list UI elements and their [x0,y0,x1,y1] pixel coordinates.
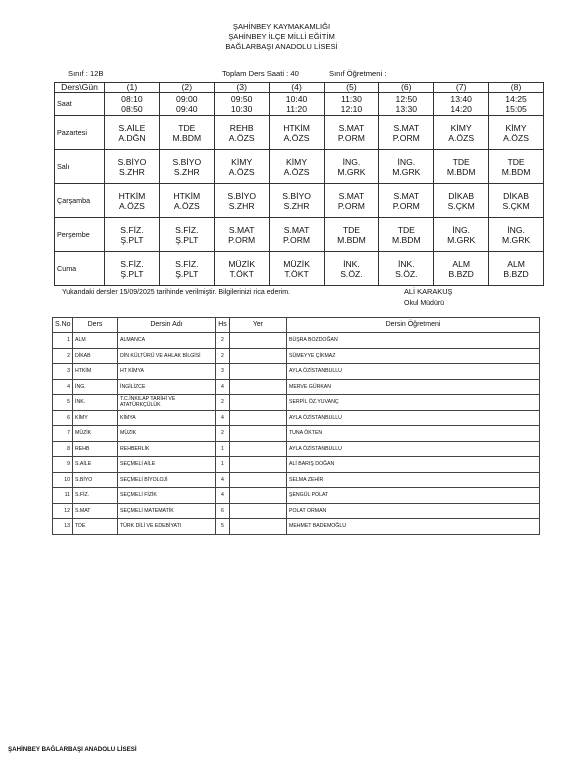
lesson-row [53,379,540,395]
period-number: (8) [489,83,544,93]
lesson-code: S.MAT [393,190,420,201]
lesson-code: S.MAT [393,122,420,133]
corner-ders-gun: Ders\Gün [55,83,105,93]
period-end-time: 15:05 [505,104,527,114]
lesson-code: REHB [73,441,118,457]
lesson-code: TDE [452,156,470,167]
period-time [159,93,214,116]
lesson-room [230,472,287,488]
day-name: Perşembe [55,218,105,252]
lesson-cell [324,116,379,150]
lesson-row [53,348,540,364]
lesson-code: TDE [178,122,196,133]
period-time [269,93,324,116]
day-name: Salı [55,150,105,184]
lesson-sno: 11 [53,488,73,504]
lesson-hours: 5 [216,519,230,535]
period-end-time: 12:10 [340,104,363,114]
lesson-cell [159,184,214,218]
lesson-code: İNK. [397,258,415,269]
day-row [55,184,544,218]
lesson-teacher: A.DĞN [118,132,146,143]
period-end-time: 08:50 [121,104,143,114]
lesson-cell [379,252,434,286]
lesson-sno: 12 [53,503,73,519]
lesson-hours: 4 [216,488,230,504]
col-header-yer: Yer [230,318,287,333]
period-time [489,93,544,116]
lesson-teacher: Ş.PLT [120,234,144,245]
lesson-code: S.AİLE [73,457,118,473]
lesson-code: S.BİYO [282,190,311,201]
lesson-room [230,488,287,504]
lesson-code: TDE [73,519,118,535]
lesson-teacher: S.ÖZ. [395,268,418,279]
lesson-code: HTKİM [73,364,118,380]
lesson-cell [214,150,269,184]
lesson-sno: 8 [53,441,73,457]
lesson-code: İNK. [343,258,360,269]
lesson-code: İNG. [342,156,361,167]
lesson-cell [379,116,434,150]
lesson-row [53,457,540,473]
lesson-teacher: A.ÖZS [448,132,475,143]
period-start-time: 14:25 [505,94,527,104]
lesson-cell [489,116,544,150]
period-number: (7) [434,83,489,93]
lesson-name: KİMYA [118,410,216,426]
lesson-code: HTKİM [118,190,146,201]
lesson-hours: 2 [216,333,230,349]
lesson-room [230,348,287,364]
lesson-cell [434,184,489,218]
lesson-teacher: Ş.PLT [175,234,199,245]
lesson-teacher: P.ORM [228,234,256,245]
lesson-hours: 3 [216,364,230,380]
principal-title: Okul Müdürü [404,300,445,307]
lesson-teacher: M.BDM [391,234,421,245]
lesson-room [230,426,287,442]
lesson-hours: 1 [216,457,230,473]
lesson-sno: 13 [53,519,73,535]
lesson-code: TDE [507,156,525,167]
lesson-cell [434,252,489,286]
lesson-cell [379,218,434,252]
lesson-code: S.MAT [73,503,118,519]
lessons-table [52,317,540,535]
lesson-teacher: M.BDM [446,166,476,177]
lesson-code: HTKİM [173,190,201,201]
lesson-teacher-name: MEHMET BADEMOĞLU [287,519,540,535]
lesson-code: S.FİZ. [120,224,144,235]
lesson-code: MÜZİK [228,258,256,269]
lesson-row [53,472,540,488]
lesson-teacher-name: TUNA ÖKTEN [287,426,540,442]
lesson-code: İNG. [452,224,471,235]
lesson-code: DİKAB [73,348,118,364]
lesson-room [230,503,287,519]
lesson-hours: 6 [216,503,230,519]
day-name: Cuma [55,252,105,286]
lesson-name: DİN KÜLTÜRÜ VE AHLAK BİLGİSİ [118,348,216,364]
lesson-teacher: M.GRK [447,234,476,245]
lesson-teacher-name: MERVE GÜRKAN [287,379,540,395]
lesson-teacher-name: ALİ BARIŞ DOĞAN [287,457,540,473]
day-name: Pazartesi [55,116,105,150]
lesson-hours: 1 [216,441,230,457]
lesson-teacher-name: SÜMEYYE ÇİKMAZ [287,348,540,364]
class-teacher-label: Sınıf Öğretmeni : [329,69,387,78]
lesson-room [230,395,287,411]
lesson-teacher: A.ÖZS [283,166,310,177]
lesson-hours: 2 [216,426,230,442]
period-number: (6) [379,83,434,93]
lesson-code: İNG. [397,156,416,167]
lesson-cell [324,218,379,252]
lesson-code: TDE [397,224,415,235]
col-header-ogretmen: Dersin Öğretmeni [287,318,540,333]
lesson-teacher: A.ÖZS [173,200,200,211]
period-number: (3) [214,83,269,93]
lesson-teacher: S.ZHR [228,200,255,211]
lesson-code: İNG. [507,224,525,235]
lesson-teacher: A.ÖZS [119,200,145,211]
lesson-teacher: M.BDM [337,234,366,245]
lesson-code: KİMY [286,156,308,167]
lesson-cell [105,184,160,218]
lesson-code: KİMY [231,156,253,167]
lesson-code: HTKİM [283,122,310,133]
col-header-hs: Hs [216,318,230,333]
lesson-teacher: P.ORM [283,234,311,245]
lesson-sno: 4 [53,379,73,395]
period-end-time: 09:40 [176,104,198,114]
class-label: Sınıf : 12B [68,69,104,78]
lesson-code: S.FİZ. [175,258,199,269]
lesson-row [53,333,540,349]
lesson-teacher: S.ZHR [283,200,310,211]
period-number-row [55,83,544,93]
lesson-cell [379,150,434,184]
lesson-code: S.BİYO [117,156,147,167]
period-start-time: 09:00 [176,94,198,104]
lesson-code: REHB [229,122,254,133]
lesson-cell [434,218,489,252]
lesson-code: İNK. [73,395,118,411]
lesson-cell [159,116,214,150]
lesson-teacher: B.BZD [448,268,474,279]
col-header-ders: Ders [73,318,118,333]
lesson-name: MÜZİK [118,426,216,442]
lesson-room [230,364,287,380]
period-number: (4) [269,83,324,93]
lesson-code: S.MAT [338,122,365,133]
period-time [105,93,160,116]
lesson-code: S.MAT [338,190,365,201]
period-time [379,93,434,116]
lesson-code: İNG. [73,379,118,395]
lesson-code: S.MAT [283,224,310,235]
period-end-time: 13:30 [395,104,418,114]
lesson-row [53,426,540,442]
period-end-time: 10:30 [230,104,253,114]
lesson-sno: 3 [53,364,73,380]
period-number: (2) [159,83,214,93]
lesson-code: S.BİYO [73,472,118,488]
lesson-code: S.MAT [228,224,255,235]
lesson-sno: 5 [53,395,73,411]
lesson-code: S.FİZ. [73,488,118,504]
lesson-cell [489,252,544,286]
period-end-time: 11:20 [286,104,307,114]
lesson-teacher-name: AYLA ÖZİSTANBULLU [287,441,540,457]
lesson-code: DİKAB [448,190,475,201]
lesson-code: KİMY [450,122,472,133]
weekly-schedule-table [54,82,544,286]
lesson-cell [105,116,160,150]
lesson-code: S.BİYO [172,156,202,167]
lesson-sno: 6 [53,410,73,426]
lesson-name: SEÇMELİ AİLE [118,457,216,473]
lesson-hours: 2 [216,395,230,411]
lesson-teacher: Ş.PLT [175,268,199,279]
lesson-hours: 4 [216,472,230,488]
period-number: (5) [324,83,379,93]
total-hours-label: Toplam Ders Saati : 40 [222,69,299,78]
lesson-cell [159,252,214,286]
lesson-cell [105,218,160,252]
period-time-row [55,93,544,116]
period-time [324,93,379,116]
day-row [55,252,544,286]
lesson-code: ALM [507,258,525,269]
day-row [55,150,544,184]
schedule-note: Yukandaki dersler 15/09/2025 tarihinde verilmiştir. Bilgilerinizi rica ederim. [62,289,290,296]
lesson-teacher-name: ŞENGÜL POLAT [287,488,540,504]
lesson-teacher: P.ORM [392,132,420,143]
lesson-cell [489,150,544,184]
period-time [434,93,489,116]
lesson-code: KİMY [73,410,118,426]
lesson-code: S.BİYO [227,190,257,201]
lesson-cell [269,184,324,218]
lesson-cell [214,252,269,286]
lesson-sno: 9 [53,457,73,473]
footer-school-name: ŞAHİNBEY BAĞLARBAŞI ANADOLU LİSESİ [8,746,137,753]
lesson-row [53,364,540,380]
lesson-room [230,519,287,535]
lesson-teacher-name: POLAT ORMAN [287,503,540,519]
lesson-sno: 1 [53,333,73,349]
lesson-sno: 2 [53,348,73,364]
lesson-room [230,457,287,473]
day-row [55,116,544,150]
col-header-dersin-adi: Dersin Adı [118,318,216,333]
lesson-teacher-name: SELMA ZEHİR [287,472,540,488]
lesson-teacher: T.ÖKT [284,268,309,279]
lesson-teacher: B.BZD [503,268,529,279]
lesson-teacher: S.ZHR [119,166,145,177]
lesson-teacher: S.ÖZ. [340,268,363,279]
lesson-teacher-name: AYLA ÖZİSTANBULLU [287,410,540,426]
lesson-cell [324,150,379,184]
lesson-teacher: A.ÖZS [228,132,255,143]
lesson-teacher: A.ÖZS [503,132,529,143]
col-header-sno: S.No [53,318,73,333]
lesson-code: S.AİLE [118,122,146,133]
lesson-name: İNGİLİZCE [118,379,216,395]
lesson-hours: 2 [216,348,230,364]
lesson-cell [159,218,214,252]
lesson-row [53,395,540,411]
lesson-teacher: M.BDM [501,166,531,177]
lesson-cell [214,116,269,150]
lesson-code: ALM [73,333,118,349]
lesson-teacher: M.GRK [337,166,366,177]
lesson-sno: 7 [53,426,73,442]
lesson-teacher-name: AYLA ÖZİSTANBULLU [287,364,540,380]
lesson-teacher: P.ORM [337,200,365,211]
lesson-code: MÜZİK [283,258,310,269]
lesson-teacher: Ş.PLT [120,268,144,279]
lesson-cell [324,184,379,218]
header-line-3: BAĞLARBAŞI ANADOLU LİSESİ [225,42,338,51]
lesson-teacher: S.ÇKM [502,200,530,211]
lesson-cell [105,150,160,184]
corner-saat: Saat [55,93,105,116]
lesson-cell [324,252,379,286]
lesson-cell [379,184,434,218]
lesson-teacher: A.ÖZS [283,132,310,143]
period-start-time: 10:40 [285,94,308,104]
period-start-time: 12:50 [395,94,418,104]
lesson-code: TDE [342,224,361,235]
lesson-name: REHBERLİK [118,441,216,457]
lesson-cell [105,252,160,286]
lessons-header-row [53,318,540,333]
lesson-cell [434,150,489,184]
lesson-cell [214,218,269,252]
lesson-cell [489,184,544,218]
lesson-row [53,519,540,535]
period-start-time: 13:40 [450,94,472,104]
lesson-room [230,379,287,395]
lesson-cell [269,150,324,184]
lesson-cell [269,116,324,150]
lesson-row [53,503,540,519]
lesson-teacher: M.GRK [392,166,421,177]
lesson-room [230,441,287,457]
lesson-name: HT KİMYA [118,364,216,380]
lesson-teacher: S.ZHR [173,166,200,177]
lesson-teacher: P.ORM [392,200,420,211]
period-start-time: 11:30 [341,94,362,104]
lesson-name: SEÇMELİ BİYOLOJİ [118,472,216,488]
lesson-cell [489,218,544,252]
lesson-row [53,441,540,457]
period-start-time: 08:10 [121,94,143,104]
lesson-sno: 10 [53,472,73,488]
lesson-row [53,488,540,504]
period-end-time: 14:20 [450,104,472,114]
lesson-code: S.FİZ. [175,224,199,235]
header-line-1: ŞAHİNBEY KAYMAKAMLIĞI [232,22,331,31]
lesson-cell [214,184,269,218]
lesson-code: ALM [452,258,471,269]
lesson-code: KİMY [505,122,527,133]
lesson-teacher: P.ORM [337,132,365,143]
lesson-name: TÜRK DİLİ VE EDEBİYATI [118,519,216,535]
lesson-name: ALMANCA [118,333,216,349]
lesson-code: S.FİZ. [120,258,144,269]
day-name: Çarşamba [55,184,105,218]
lesson-cell [269,252,324,286]
period-time [214,93,269,116]
principal-name: ALİ KARAKUŞ [404,287,453,296]
lesson-cell [159,150,214,184]
day-row [55,218,544,252]
lesson-hours: 4 [216,379,230,395]
period-number: (1) [105,83,160,93]
lesson-cell [269,218,324,252]
lesson-row [53,410,540,426]
lesson-code: DİKAB [503,190,529,201]
lesson-teacher: S.ÇKM [447,200,475,211]
lesson-teacher: M.GRK [501,234,531,245]
lesson-teacher-name: BÜŞRA BOZDOĞAN [287,333,540,349]
lesson-code: MÜZİK [73,426,118,442]
lesson-hours: 4 [216,410,230,426]
lesson-room [230,410,287,426]
header-line-2: ŞAHİNBEY İLÇE MİLLİ EĞİTİM [228,32,335,41]
lesson-teacher: M.BDM [172,132,202,143]
lesson-cell [434,116,489,150]
lesson-teacher: A.ÖZS [228,166,255,177]
lesson-name: SEÇMELİ MATEMATİK [118,503,216,519]
lesson-teacher-name: SERPİL ÖZ.YUVANÇ [287,395,540,411]
lesson-name: T.C.İNKILAP TARİHİ VE ATATÜRKÇÜLÜK [118,395,216,411]
period-start-time: 09:50 [230,94,253,104]
lesson-room [230,333,287,349]
lesson-name: SEÇMELİ FİZİK [118,488,216,504]
lesson-teacher: T.ÖKT [229,268,254,279]
